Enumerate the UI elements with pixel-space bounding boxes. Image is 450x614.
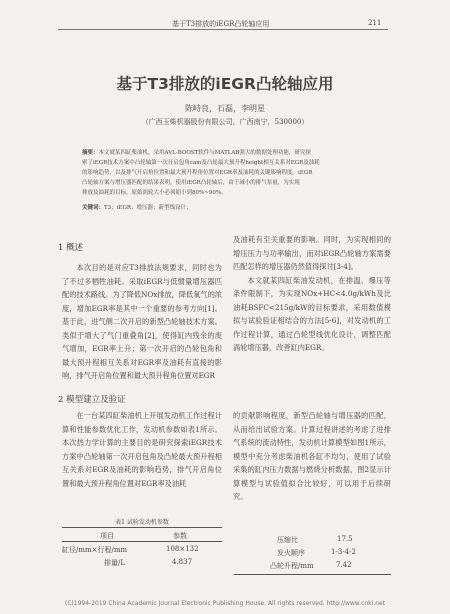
table-cell: 17.5 <box>337 535 353 543</box>
paragraph: 本次目的是对应T3排放法规要求，同时也为了不过多牺牲油耗。采取iEGR与低惯量增压器匹配的技术路线。为了降低NOx排放，降低氧气的浓度，增加EGR率是其中一个重要的参考方向[1]。基于此，进气侧二次开启的新型凸轮轴技术方案。类似于增大了气门重叠角[2]，使得缸内残余的废气增加，EGR率上升；第一次开启的凸轮包角和最大预升程相互关系对EGR率及油耗有直接的影响，排气开启角位置和最大预升程角位置对EGR <box>62 263 222 380</box>
table-top-rule <box>62 527 222 528</box>
table-cell: 4.837 <box>172 558 193 566</box>
keywords <box>82 203 386 211</box>
section-2-left-column <box>62 409 222 490</box>
table-cell: 1-3-4-2 <box>331 548 356 556</box>
table-cell: 缸径/mm×行程/mm <box>62 546 128 554</box>
section-1-left-column <box>62 261 222 383</box>
paragraph: 及油耗有至关重要的影响。同时，为实现相同的增压压力与功率输出，而对iEGR凸轮轴方案需要匹配怎样的增压器仍然值得探讨[3-4]。 <box>233 235 391 271</box>
table-1-caption: 表1 试验发动机参数 <box>115 519 169 526</box>
section-2-right-column <box>233 409 391 504</box>
abstract <box>82 148 386 198</box>
abstract-line: 摘要：本文就某四缸柴油机，采用AVL-BOOST软件与MATLAB强大的数据处理功能，研究探 <box>82 150 311 156</box>
table-bottom-rule <box>234 574 391 575</box>
paragraph: 本文就某四缸柴油发动机，在排温、爆压等条件限制下，为实现NOx+HC<4.0g/kWh及比油耗BSFC<215g/kW的目标要求，采用数值模拟与试验验证相结合的方法[5-6]，对发动机的工作过程计算，通过凸轮型线优化设计，调整匹配涡轮增压器，改善缸内EGR。 <box>233 275 391 352</box>
paragraph: 在一台某四缸柴油机上开展发动机工作过程计算和性能参数优化工作，发动机参数如表1所示。本次热力学计算的主要目的是研究探索iEGR技术方案中凸轮轴第一次开启包角及凸轮最大预升程相互关系对EGR及油耗的影响趋势，排气开启角位置和最大预升程角位置对EGR率及油耗 <box>62 411 222 488</box>
table-cell: 压缩比 <box>277 536 298 544</box>
paper-title: 基于T3排放的iEGR凸轮轴应用 <box>116 75 334 93</box>
table-header-item: 项目 <box>100 532 114 540</box>
table-cell: 108×132 <box>166 545 199 553</box>
abstract-line: 索了iEGR技术方案中凸轮轴第一次开启包角cam及凸轮最大预升程height相互关系对EGR及油耗 <box>82 160 320 166</box>
authors: 陈峙良，石磊，李明星 <box>185 104 265 113</box>
affiliation: （广西玉柴机器股份有限公司，广西南宁，530000） <box>141 118 309 126</box>
paragraph: 的贡献影响程度，新型凸轮轴与增压器的匹配，从而给出试验方案。计算过程讲述的考虑了进排气系统的流动特性，发动机计算模型如图1所示，模型中充分考虑柴油机各缸不均匀，使用了试验采集的缸内压力数据与燃烧分析数据，图2显示计算模型与试验值拟合比较好，可以用于后续研究。 <box>233 411 391 501</box>
abstract-label: 摘要： <box>82 150 99 156</box>
section-1-heading: 1 概述 <box>58 243 84 253</box>
table-header-value: 参数 <box>173 532 187 540</box>
keywords-text: T3；iEGR；增压器；新型线设计； <box>104 205 192 211</box>
abstract-line: 排放及油耗的目标，原始涡轮大小必须缩小到80%~90%。 <box>82 190 227 196</box>
table-header-rule <box>62 541 222 542</box>
keywords-label: 关键词： <box>82 205 105 211</box>
table-cell: 发火顺序 <box>277 549 305 557</box>
page-number: 211 <box>368 19 382 27</box>
copyright-footer: (C)1994-2019 China Academic Journal Electronic Publishing House. All rights reserved. http://www.cnki.net <box>64 600 386 607</box>
section-2-heading: 2 模型建立及验证 <box>58 395 126 405</box>
table-cell: 排量/L <box>104 559 126 567</box>
section-1-right-column <box>233 233 391 355</box>
abstract-line: 的影响趋势，以及排气开启角位置和最大预升程角位置对EGR率及油耗的关键影响程度。iEGR <box>82 170 313 176</box>
header-rule <box>58 29 388 30</box>
abstract-line: 凸轮轴方案与增压器匹配的结果表明，使用iEGR凸轮轴后，由于减小的排气泵量，为实现 <box>82 180 300 186</box>
table-cell: 凸轮升程/mm <box>270 562 314 570</box>
table-cell: 7.42 <box>336 561 352 569</box>
running-header-title: 基于T3排放的iEGR凸轮轴应用 <box>172 20 270 28</box>
